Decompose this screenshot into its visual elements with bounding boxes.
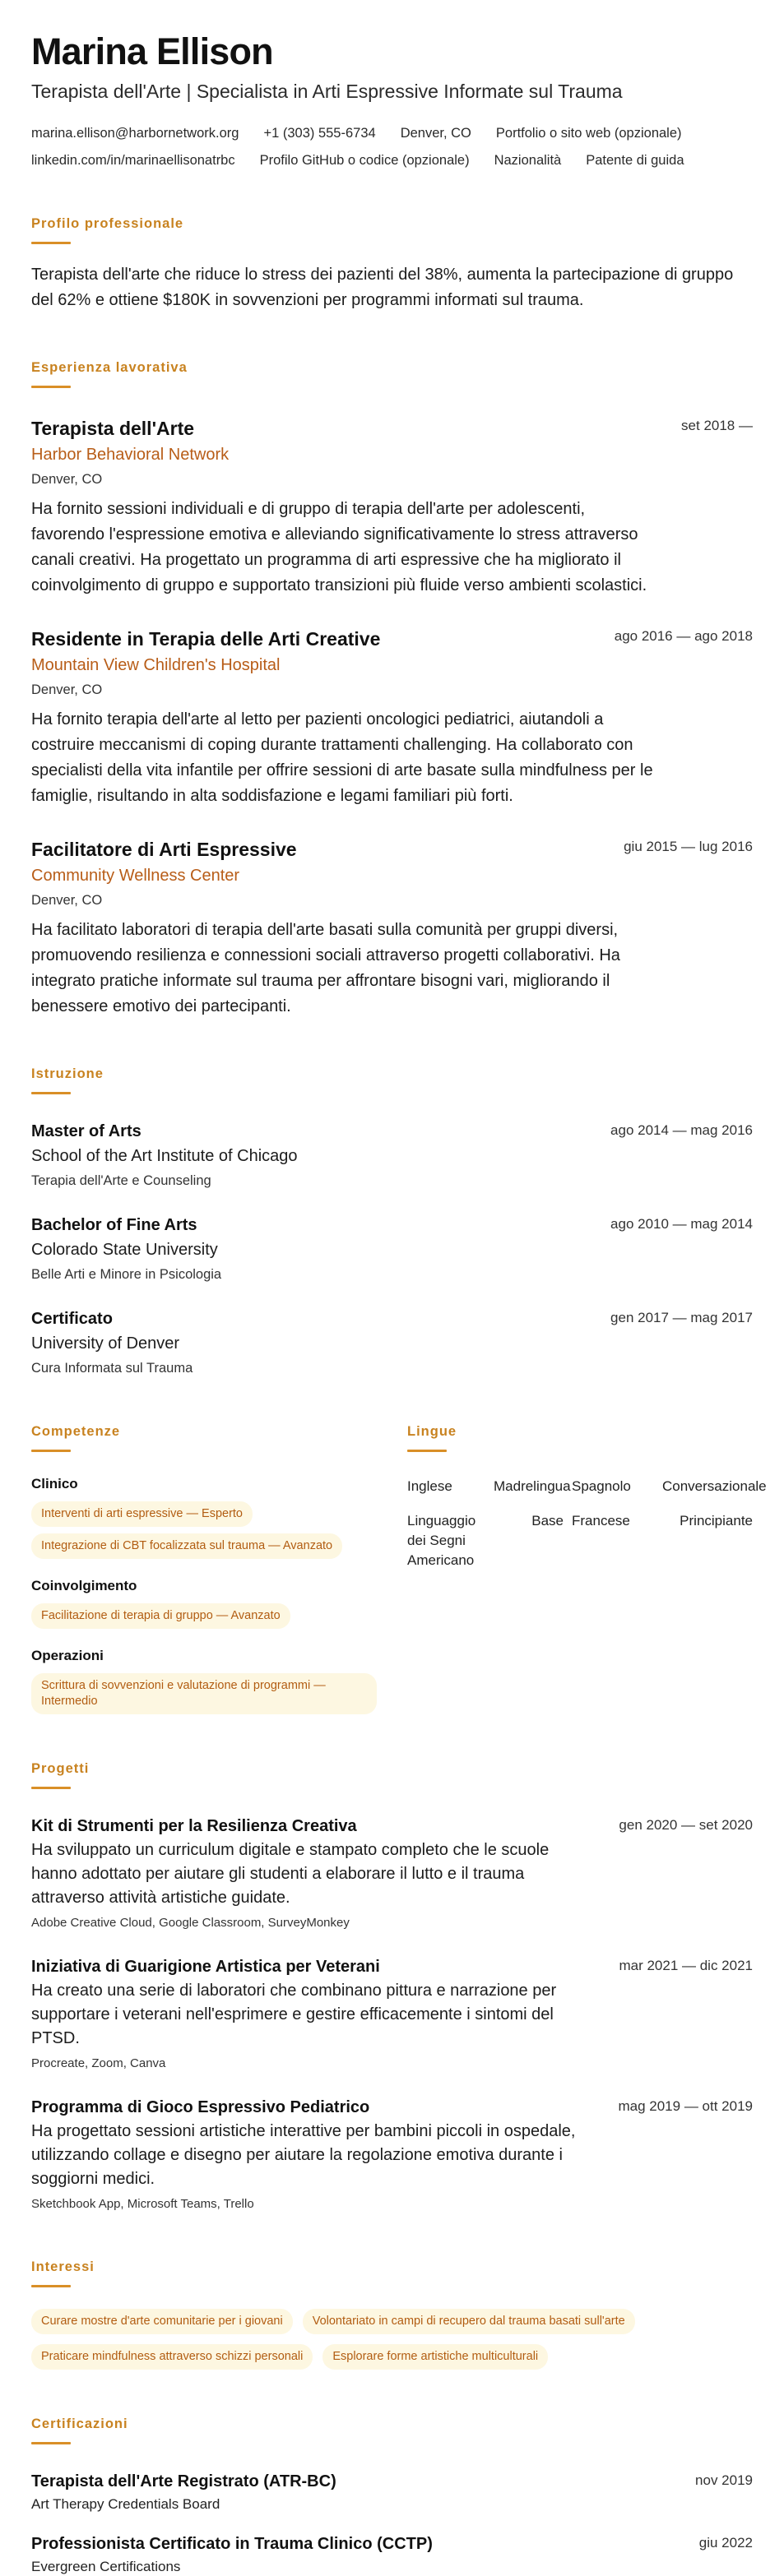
education-field: Belle Arti e Minore in Psicologia — [31, 1267, 222, 1282]
section-title: Istruzione — [31, 1066, 104, 1081]
candidate-headline: Terapista dell'Arte | Specialista in Arti Espressive Informate sul Trauma — [31, 81, 623, 102]
job-date: ago 2016 — ago 2018 — [614, 628, 753, 644]
section-divider — [31, 1450, 71, 1452]
education-degree: Certificato — [31, 1310, 113, 1328]
language-name: Francese — [572, 1513, 630, 1528]
section-divider — [31, 2442, 71, 2444]
skill-category: Clinico — [31, 1476, 78, 1491]
contact-location: Denver, CO — [400, 126, 471, 141]
job-location: Denver, CO — [31, 893, 103, 908]
skill-chip-group — [31, 1501, 377, 1559]
job-entry — [31, 416, 753, 599]
contact-list — [31, 125, 753, 169]
job-entry — [31, 837, 753, 1020]
job-location: Denver, CO — [31, 472, 103, 487]
languages-section — [407, 1423, 767, 1714]
section-divider — [31, 386, 71, 388]
job-location: Denver, CO — [31, 682, 103, 697]
job-date: set 2018 — — [681, 418, 753, 433]
education-section — [31, 1066, 753, 1377]
contact-github[interactable]: Profilo GitHub o codice (opzionale) — [259, 153, 470, 168]
language-name: Inglese — [407, 1478, 452, 1494]
education-field: Cura Informata sul Trauma — [31, 1361, 193, 1376]
job-company: Mountain View Children's Hospital — [31, 656, 281, 674]
contact-nationality: Nazionalità — [494, 153, 562, 168]
job-description: Ha fornito terapia dell'arte al letto per pazienti oncologici pediatrici, aiutandoli a costruire meccanismi di coping durante trattamenti challenging. Ha collaborato con specialisti della vita infantile per offrire sessioni di arte basate sulla mindfulness per le famiglie, risultando in alta soddisfazione e legami familiari più forti. — [31, 710, 653, 805]
contact-phone[interactable]: +1 (303) 555-6734 — [263, 126, 376, 141]
project-entry — [31, 1815, 753, 1931]
interest-chip: Esplorare forme artistiche multiculturali — [322, 2344, 548, 2370]
language-level: Base — [531, 1513, 564, 1528]
interest-chip: Praticare mindfulness attraverso schizzi personali — [31, 2344, 313, 2370]
project-entry — [31, 1956, 753, 2072]
skill-chip: Facilitazione di terapia di gruppo — Avanzato — [31, 1603, 290, 1629]
profile-section — [31, 215, 753, 313]
project-description: Ha progettato sessioni artistiche interattive per bambini piccoli in ospedale, utilizzando collage e disegno per aiutare la regolazione emotiva durante i soggiorni medici. — [31, 2122, 576, 2188]
job-company: Harbor Behavioral Network — [31, 446, 230, 464]
certification-date: nov 2019 — [695, 2472, 753, 2488]
project-date: mar 2021 — dic 2021 — [619, 1958, 753, 1973]
section-title: Interessi — [31, 2259, 95, 2274]
job-description: Ha facilitato laboratori di terapia dell'arte basati sulla comunità per gruppi diversi, promuovendo resilienza e connessioni sociali attraverso progetti collaborativi. Ha integrato pratiche informate sul trauma per affrontare bisogni vari, migliorando il benessere emotivo dei partecipanti. — [31, 921, 620, 1015]
education-degree: Master of Arts — [31, 1122, 141, 1140]
resume-header — [31, 30, 753, 104]
job-title: Facilitatore di Arti Espressive — [31, 839, 297, 860]
project-title: Kit di Strumenti per la Resilienza Creativa — [31, 1817, 357, 1835]
education-date: ago 2014 — mag 2016 — [610, 1122, 753, 1138]
skill-category: Operazioni — [31, 1648, 104, 1663]
education-field: Terapia dell'Arte e Counseling — [31, 1173, 211, 1188]
section-divider — [31, 2285, 71, 2287]
education-school: School of the Art Institute of Chicago — [31, 1147, 298, 1165]
certifications-section — [31, 2416, 753, 2576]
project-date: gen 2020 — set 2020 — [619, 1817, 753, 1833]
skills-languages-row — [31, 1423, 767, 1714]
project-tools: Sketchbook App, Microsoft Teams, Trello — [31, 2197, 254, 2211]
language-name: Linguaggio dei Segni Americano — [407, 1513, 476, 1568]
section-title: Competenze — [31, 1424, 121, 1439]
contact-driving-license: Patente di guida — [586, 153, 684, 168]
certification-org: Evergreen Certifications — [31, 2559, 181, 2574]
project-tools: Adobe Creative Cloud, Google Classroom, SurveyMonkey — [31, 1916, 350, 1930]
language-level: Conversazionale — [662, 1478, 767, 1494]
education-date: ago 2010 — mag 2014 — [610, 1216, 753, 1232]
interest-chip: Volontariato in campi di recupero dal trauma basati sull'arte — [303, 2309, 635, 2334]
job-title: Terapista dell'Arte — [31, 418, 195, 439]
interests-section — [31, 2259, 753, 2370]
skill-chip: Interventi di arti espressive — Esperto — [31, 1501, 253, 1527]
language-list — [407, 1477, 767, 1570]
job-title: Residente in Terapia delle Arti Creative — [31, 628, 381, 650]
project-title: Iniziativa di Guarigione Artistica per Veterani — [31, 1958, 380, 1976]
education-school: Colorado State University — [31, 1241, 218, 1259]
education-school: University of Denver — [31, 1334, 180, 1353]
job-entry — [31, 627, 753, 809]
certification-org: Art Therapy Credentials Board — [31, 2496, 220, 2512]
certification-date: giu 2022 — [698, 2535, 753, 2551]
section-divider — [407, 1450, 447, 1452]
contact-email[interactable]: marina.ellison@harbornetwork.org — [31, 126, 239, 141]
certification-entry — [31, 2471, 753, 2514]
job-company: Community Wellness Center — [31, 867, 240, 885]
project-tools: Procreate, Zoom, Canva — [31, 2056, 166, 2070]
education-entry — [31, 1308, 753, 1377]
section-divider — [31, 242, 71, 244]
language-level: Principiante — [680, 1513, 753, 1528]
skill-chip-group — [31, 1603, 377, 1629]
section-title: Profilo professionale — [31, 216, 184, 231]
education-degree: Bachelor of Fine Arts — [31, 1216, 197, 1234]
project-date: mag 2019 — ott 2019 — [618, 2098, 753, 2114]
language-level: Madrelingua — [494, 1478, 571, 1494]
skill-chip-group — [31, 1673, 377, 1714]
section-divider — [31, 1092, 71, 1094]
experience-section — [31, 359, 753, 1020]
education-entry — [31, 1214, 753, 1283]
profile-summary: Terapista dell'arte che riduce lo stress dei pazienti del 38%, aumenta la partecipazione di gruppo del 62% e ottiene $180K in sovvenzioni per programmi informati sul trauma. — [31, 266, 734, 309]
interest-chip: Curare mostre d'arte comunitarie per i giovani — [31, 2309, 293, 2334]
skill-category: Coinvolgimento — [31, 1578, 137, 1593]
project-description: Ha sviluppato un curriculum digitale e stampato completo che le scuole hanno adottato per aiutare gli studenti a elaborare il lutto e il trauma attraverso attività artistiche guidate. — [31, 1841, 550, 1907]
section-title: Esperienza lavorativa — [31, 360, 188, 375]
section-title: Certificazioni — [31, 2416, 128, 2431]
language-name: Spagnolo — [572, 1478, 631, 1494]
skill-chip: Scrittura di sovvenzioni e valutazione di programmi — Intermedio — [31, 1673, 377, 1714]
certification-name: Professionista Certificato in Trauma Clinico (CCTP) — [31, 2535, 433, 2553]
project-description: Ha creato una serie di laboratori che combinano pittura e narrazione per supportare i veterani nell'esprimere e gestire efficacemente i sintomi del PTSD. — [31, 1982, 557, 2047]
job-description: Ha fornito sessioni individuali e di gruppo di terapia dell'arte per adolescenti, favorendo l'espressione emotiva e alleviando significativamente lo stress attraverso canali creativi. Ha progettato un programma di arti espressive che ha migliorato il coinvolgimento di gruppo e supportato transizioni più fluide verso ambienti scolastici. — [31, 500, 647, 594]
interest-chip-group — [31, 2309, 689, 2370]
section-title: Progetti — [31, 1761, 90, 1776]
certification-entry — [31, 2533, 753, 2576]
contact-linkedin[interactable]: linkedin.com/in/marinaellisonatrbc — [31, 153, 235, 168]
education-date: gen 2017 — mag 2017 — [610, 1310, 753, 1325]
job-date: giu 2015 — lug 2016 — [624, 839, 753, 854]
section-title: Lingue — [407, 1424, 457, 1439]
skills-section — [31, 1423, 377, 1714]
candidate-name: Marina Ellison — [31, 30, 273, 72]
contact-portfolio[interactable]: Portfolio o sito web (opzionale) — [495, 126, 682, 141]
project-title: Programma di Gioco Espressivo Pediatrico — [31, 2098, 370, 2116]
project-entry — [31, 2097, 753, 2213]
certification-name: Terapista dell'Arte Registrato (ATR-BC) — [31, 2472, 336, 2490]
skill-chip: Integrazione di CBT focalizzata sul trauma — Avanzato — [31, 1533, 342, 1559]
projects-section — [31, 1760, 753, 2213]
section-divider — [31, 1787, 71, 1789]
education-entry — [31, 1121, 753, 1190]
